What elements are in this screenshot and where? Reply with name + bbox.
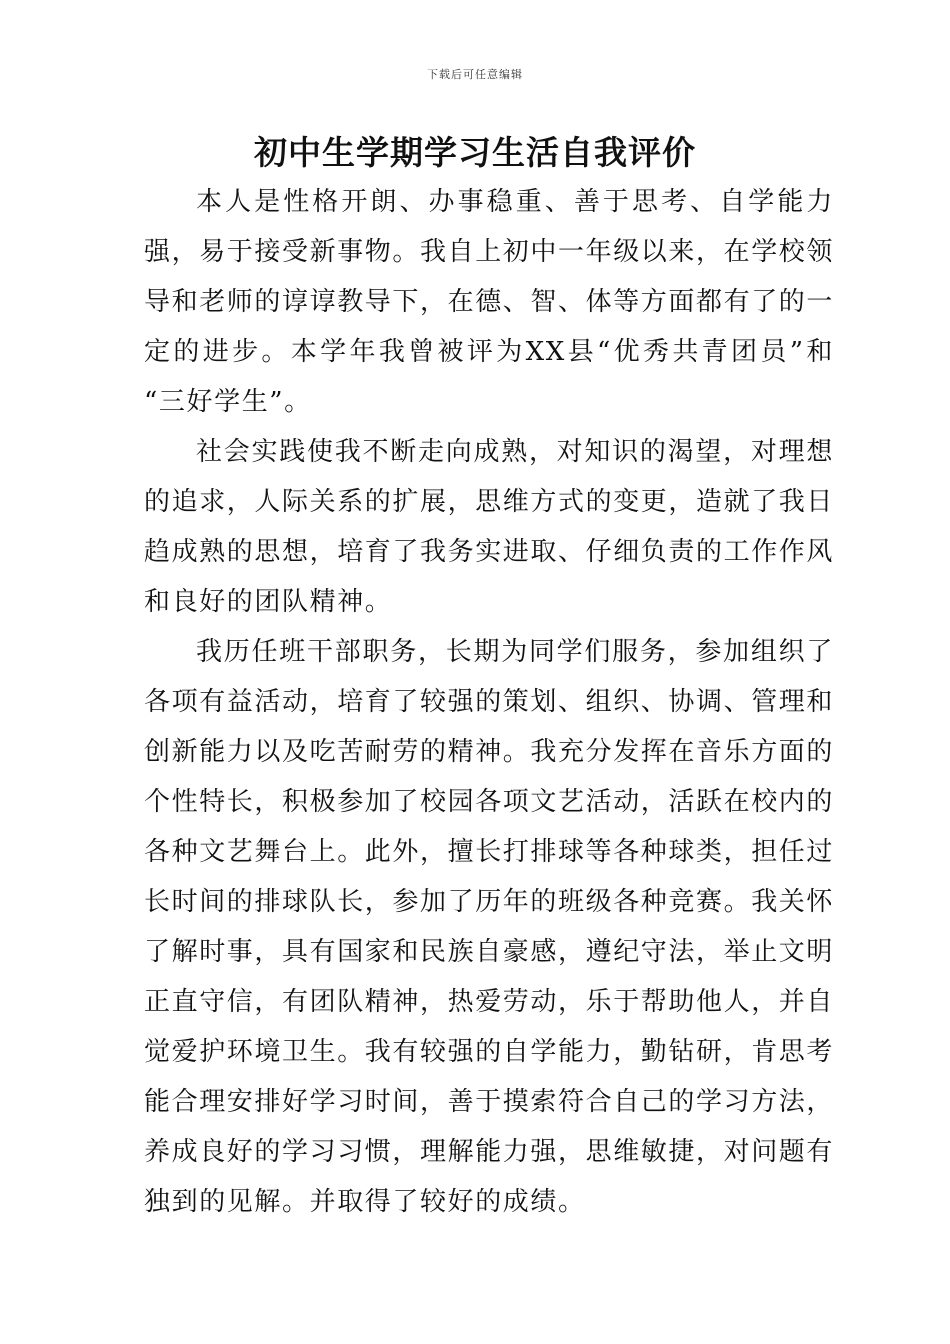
document-body (144, 177, 834, 1227)
paragraph-social-practice: 社会实践使我不断走向成熟，对知识的渴望，对理想的追求，人际关系的扩展，思维方式的变更，造就了我日趋成熟的思想，培育了我务实进取、仔细负责的工作作风和良好的团队精神。 (144, 437, 835, 617)
paragraph-self-introduction: 本人是性格开朗、办事稳重、善于思考、自学能力强，易于接受新事物。我自上初中一年级以来，在学校领导和老师的谆谆教导下，在德、智、体等方面都有了的一定的进步。本学年我曾被评为XX县“优秀共青团员”和 “三好学生”。 (144, 187, 835, 417)
paragraph-class-duties: 我历任班干部职务，长期为同学们服务，参加组织了各项有益活动，培育了较强的策划、组织、协调、管理和创新能力以及吃苦耐劳的精神。我充分发挥在音乐方面的个性特长，积极参加了校园各项文艺活动，活跃在校内的各种文艺舞台上。此外，擅长打排球等各种球类，担任过长时间的排球队长，参加了历年的班级各种竞赛。我关怀了解时事，具有国家和民族自豪感，遵纪守法，举止文明正直守信，有团队精神，热爱劳动，乐于帮助他人，并自觉爱护环境卫生。我有较强的自学能力，勤钻研，肯思考能合理安排好学习时间，善于摸索符合自己的学习方法，养成良好的学习习惯，理解能力强，思维敏捷，对问题有独到的见解。并取得了较好的成绩。 (144, 637, 835, 1217)
editable-notice: 下载后可任意编辑 (427, 68, 523, 81)
document-title: 初中生学期学习生活自我评价 (254, 133, 696, 172)
